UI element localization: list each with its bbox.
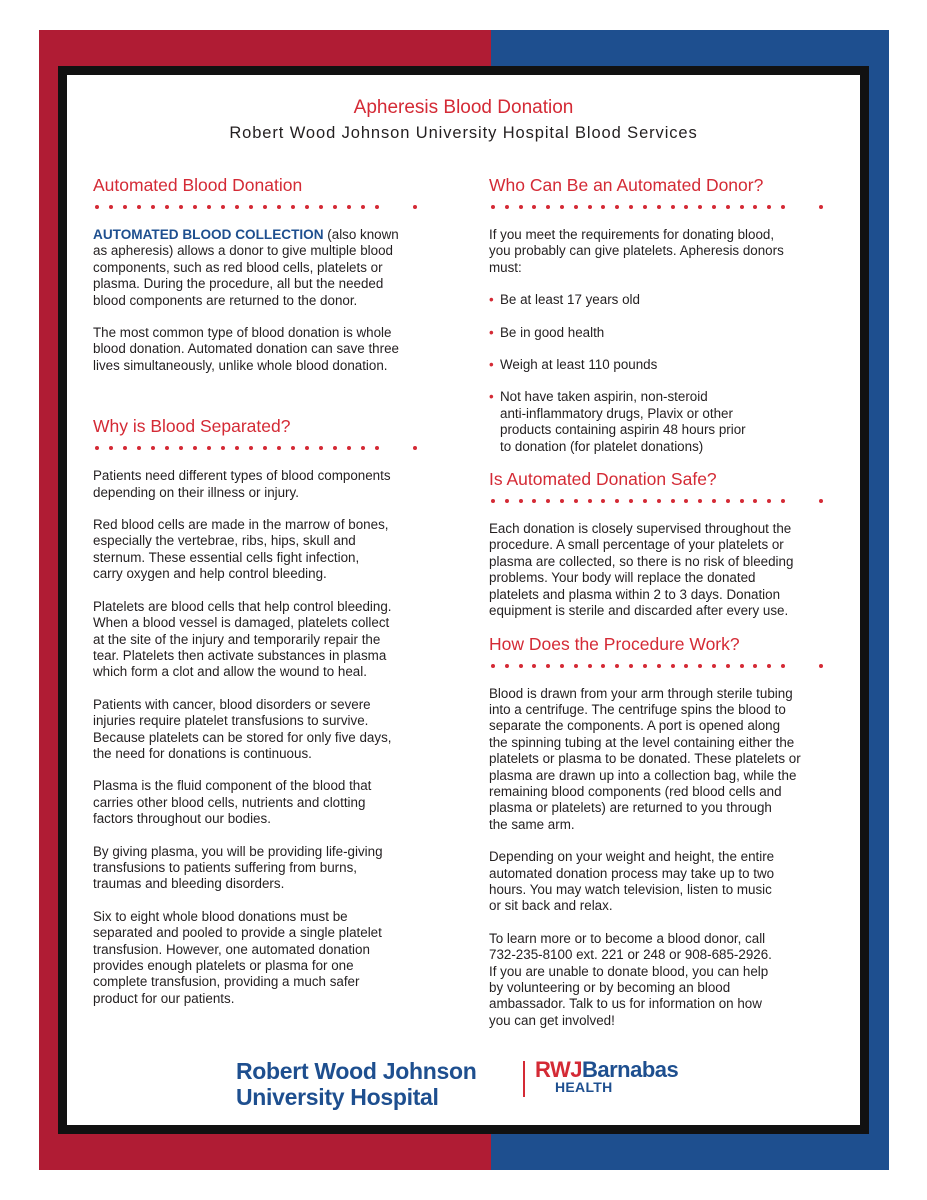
- divider-dot: [413, 205, 417, 209]
- divider-dot: [574, 664, 578, 668]
- divider-dot: [519, 499, 523, 503]
- divider-dot: [165, 205, 169, 209]
- divider-dot: [643, 664, 647, 668]
- divider-dot: [546, 664, 550, 668]
- section-paragraph: Blood is drawn from your arm through sterile tubing into a centrifuge. The centrifuge spins the blood to separate the components. A port is opened along the spinning tubing at the level containing either the platelets or plasma to be donated. These platelets or plasma are drawn up into a collection bag, while the remaining blood components (red blood cells and plasma or platelets) are returned to you through the same arm.: [489, 685, 801, 832]
- donor-requirements-list: [489, 292, 854, 455]
- divider-dot: [305, 205, 309, 209]
- divider-dot: [546, 205, 550, 209]
- divider-dot: [95, 446, 99, 450]
- divider-dot: [767, 205, 771, 209]
- divider-dot: [491, 499, 495, 503]
- list-item: • Be at least 17 years old: [489, 292, 854, 308]
- divider-dot: [615, 499, 619, 503]
- divider-dot: [684, 205, 688, 209]
- divider-dot: [712, 664, 716, 668]
- divider-dot: [333, 446, 337, 450]
- divider-dot: [532, 499, 536, 503]
- divider-dot: [629, 499, 633, 503]
- section-heading: Is Automated Donation Safe?: [489, 469, 717, 490]
- section-heading: Why is Blood Separated?: [93, 416, 291, 437]
- divider-dot: [588, 205, 592, 209]
- divider-dot: [684, 664, 688, 668]
- hospital-logo-line1: Robert Wood Johnson: [236, 1058, 477, 1084]
- divider-dot: [657, 499, 661, 503]
- divider-dot: [151, 446, 155, 450]
- divider-dot: [629, 205, 633, 209]
- barnabas-wordmark: Barnabas: [582, 1057, 679, 1082]
- divider-dot: [819, 664, 823, 668]
- divider-dot: [137, 205, 141, 209]
- logo-divider: [523, 1061, 525, 1097]
- dotted-divider: [93, 197, 463, 225]
- section-paragraph: AUTOMATED BLOOD COLLECTION (also known as apheresis) allows a donor to give multiple blood components, such as red blood cells, platelets or plasma. During the procedure, all but the needed blood components are returned to the donor.: [93, 227, 399, 308]
- divider-dot: [657, 664, 661, 668]
- divider-dot: [291, 205, 295, 209]
- divider-dot: [235, 205, 239, 209]
- divider-dot: [263, 446, 267, 450]
- divider-dot: [601, 499, 605, 503]
- divider-dot: [643, 499, 647, 503]
- divider-dot: [109, 205, 113, 209]
- list-item: • Weigh at least 110 pounds: [489, 357, 854, 373]
- divider-dot: [207, 446, 211, 450]
- divider-dot: [740, 499, 744, 503]
- divider-dot: [657, 205, 661, 209]
- section-paragraph: Plasma is the fluid component of the blood that carries other blood cells, nutrients and clotting factors throughout our bodies.: [93, 778, 372, 827]
- divider-dot: [574, 499, 578, 503]
- rwj-wordmark: RWJ: [535, 1057, 582, 1082]
- divider-dot: [207, 205, 211, 209]
- section-paragraph: Each donation is closely supervised throughout the procedure. A small percentage of your platelets or plasma are collected, so there is no risk of bleeding problems. Your body will replace the donated platelets and plasma within 2 to 3 days. Donation equipment is sterile and discarded after every use.: [489, 521, 794, 619]
- divider-dot: [491, 205, 495, 209]
- divider-dot: [698, 205, 702, 209]
- divider-dot: [235, 446, 239, 450]
- dotted-divider: [489, 197, 854, 225]
- divider-dot: [767, 499, 771, 503]
- divider-dot: [740, 664, 744, 668]
- section-heading: Who Can Be an Automated Donor?: [489, 175, 764, 195]
- divider-dot: [560, 205, 564, 209]
- document-subtitle: Robert Wood Johnson University Hospital Blood Services: [229, 124, 698, 142]
- divider-dot: [740, 205, 744, 209]
- section-paragraph: The most common type of blood donation is whole blood donation. Automated donation can save three lives simultaneously, unlike whole blood donation.: [93, 325, 399, 373]
- divider-dot: [347, 205, 351, 209]
- divider-dot: [491, 664, 495, 668]
- divider-dot: [137, 446, 141, 450]
- list-item: • Not have taken aspirin, non-steroid anti-inflammatory drugs, Plavix or other products containing aspirin 48 hours prior to donation (for platelet donations): [489, 389, 854, 455]
- section-paragraph: Depending on your weight and height, the entire automated donation process may take up to two hours. You may watch television, listen to music or sit back and relax.: [489, 849, 775, 914]
- divider-dot: [629, 664, 633, 668]
- divider-dot: [505, 664, 509, 668]
- divider-dot: [221, 446, 225, 450]
- divider-dot: [819, 205, 823, 209]
- divider-dot: [588, 499, 592, 503]
- divider-dot: [277, 446, 281, 450]
- dotted-divider: [489, 491, 854, 519]
- list-item: • Be in good health: [489, 325, 854, 341]
- divider-dot: [413, 446, 417, 450]
- divider-dot: [574, 205, 578, 209]
- divider-dot: [519, 664, 523, 668]
- divider-dot: [532, 664, 536, 668]
- divider-dot: [615, 664, 619, 668]
- divider-dot: [347, 446, 351, 450]
- divider-dot: [588, 664, 592, 668]
- divider-dot: [319, 205, 323, 209]
- divider-dot: [179, 446, 183, 450]
- divider-dot: [361, 446, 365, 450]
- divider-dot: [712, 499, 716, 503]
- divider-dot: [767, 664, 771, 668]
- divider-dot: [319, 446, 323, 450]
- divider-dot: [193, 446, 197, 450]
- divider-dot: [179, 205, 183, 209]
- section-paragraph: Six to eight whole blood donations must be separated and pooled to provide a single platelet transfusion. However, one automated donation provides enough platelets or plasma for one complete transfusion, providing a much safer product for our patients.: [93, 908, 382, 1006]
- divider-dot: [712, 205, 716, 209]
- divider-dot: [671, 499, 675, 503]
- divider-dot: [781, 664, 785, 668]
- divider-dot: [781, 499, 785, 503]
- divider-dot: [684, 499, 688, 503]
- section-paragraph: Patients need different types of blood components depending on their illness or injury.: [93, 468, 391, 500]
- divider-dot: [519, 205, 523, 209]
- divider-dot: [671, 664, 675, 668]
- divider-dot: [95, 205, 99, 209]
- divider-dot: [819, 499, 823, 503]
- section-heading: Automated Blood Donation: [93, 175, 303, 195]
- divider-dot: [263, 205, 267, 209]
- divider-dot: [781, 205, 785, 209]
- divider-dot: [221, 205, 225, 209]
- divider-dot: [249, 205, 253, 209]
- divider-dot: [698, 664, 702, 668]
- divider-dot: [726, 205, 730, 209]
- divider-dot: [123, 205, 127, 209]
- health-wordmark: HEALTH: [555, 1079, 613, 1095]
- section-paragraph: To learn more or to become a blood donor, call 732-235-8100 ext. 221 or 248 or 908-685-2926. If you are unable to donate blood, you can help by volunteering or by becoming an blood ambassador. Talk to us for information on how you can get involved!: [489, 930, 772, 1028]
- divider-dot: [532, 205, 536, 209]
- divider-dot: [375, 205, 379, 209]
- divider-dot: [560, 664, 564, 668]
- section-paragraph: Patients with cancer, blood disorders or severe injuries require platelet transfusions to survive. Because platelets can be stored for only five days, the need for donations is continuous.: [93, 696, 392, 761]
- divider-dot: [361, 205, 365, 209]
- dotted-divider: [93, 438, 463, 466]
- divider-dot: [615, 205, 619, 209]
- section-heading: How Does the Procedure Work?: [489, 633, 740, 654]
- divider-dot: [333, 205, 337, 209]
- section-paragraph: By giving plasma, you will be providing life-giving transfusions to patients suffering from burns, traumas and bleeding disorders.: [93, 843, 383, 892]
- hospital-logo: [236, 1058, 476, 1110]
- divider-dot: [753, 499, 757, 503]
- lead-term: AUTOMATED BLOOD COLLECTION: [93, 227, 324, 242]
- divider-dot: [123, 446, 127, 450]
- divider-dot: [151, 205, 155, 209]
- divider-dot: [671, 205, 675, 209]
- divider-dot: [375, 446, 379, 450]
- divider-dot: [291, 446, 295, 450]
- divider-dot: [753, 664, 757, 668]
- divider-dot: [753, 205, 757, 209]
- divider-dot: [249, 446, 253, 450]
- divider-dot: [193, 205, 197, 209]
- divider-dot: [305, 446, 309, 450]
- divider-dot: [560, 499, 564, 503]
- divider-dot: [726, 664, 730, 668]
- divider-dot: [277, 205, 281, 209]
- dotted-divider: [489, 656, 854, 684]
- divider-dot: [643, 205, 647, 209]
- divider-dot: [109, 446, 113, 450]
- divider-dot: [698, 499, 702, 503]
- section-paragraph: Platelets are blood cells that help control bleeding. When a blood vessel is damaged, platelets collect at the site of the injury and temporarily repair the tear. Platelets then activate substances in plasma which form a clot and allow the wound to heal.: [93, 598, 392, 680]
- divider-dot: [546, 499, 550, 503]
- divider-dot: [726, 499, 730, 503]
- divider-dot: [505, 499, 509, 503]
- section-paragraph: If you meet the requirements for donating blood, you probably can give platelets. Apheresis donors must:: [489, 227, 784, 275]
- divider-dot: [601, 664, 605, 668]
- document-title: Apheresis Blood Donation: [353, 97, 574, 118]
- right-column: [489, 173, 854, 1029]
- divider-dot: [601, 205, 605, 209]
- divider-dot: [165, 446, 169, 450]
- divider-dot: [505, 205, 509, 209]
- section-paragraph: Red blood cells are made in the marrow of bones, especially the vertebrae, ribs, hips, skull and sternum. These essential cells fight infection, carry oxygen and help control bleeding.: [93, 517, 389, 582]
- left-column: [93, 173, 463, 1007]
- hospital-logo-line2: University Hospital: [236, 1084, 439, 1110]
